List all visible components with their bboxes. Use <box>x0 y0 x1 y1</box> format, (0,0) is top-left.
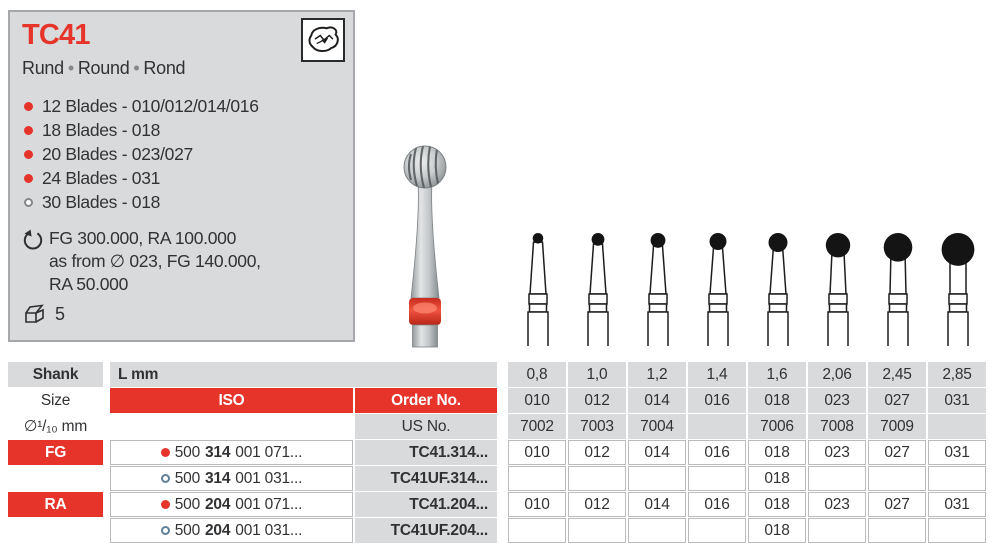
size-column-header-cell: 027 <box>868 388 926 413</box>
blade-item-label: 30 Blades - 018 <box>42 191 161 212</box>
speed-line: FG 300.000, RA 100.000 <box>49 228 237 248</box>
iso-pre: 500 <box>174 443 201 461</box>
tungsten-carbide-icon <box>301 18 345 62</box>
name-separator: • <box>133 58 140 78</box>
size-value-cell <box>868 466 926 491</box>
package-quantity: 5 <box>55 303 66 324</box>
carbide-blob-glyph <box>305 22 341 58</box>
blade-list-item <box>24 166 353 190</box>
iso-post: 001 071... <box>235 443 303 461</box>
speed-lines <box>49 227 261 296</box>
blade-list-item <box>24 118 353 142</box>
size-value-cell: 031 <box>928 492 986 517</box>
open-bullet-icon <box>161 474 170 483</box>
blade-item-label: 24 Blades - 031 <box>42 167 161 188</box>
size-value-cell: 027 <box>868 492 926 517</box>
size-value-cell <box>508 518 566 543</box>
size-column-header-cell: 014 <box>628 388 686 413</box>
size-value-cell: 012 <box>568 440 626 465</box>
bur-silhouette <box>748 230 808 346</box>
max-rotation-speed-icon <box>22 229 44 251</box>
filled-bullet-icon <box>24 174 33 183</box>
l-mm-header-cell: L mm <box>110 362 497 387</box>
l-mm-value-cell: 1,6 <box>748 362 806 387</box>
iso-cell <box>110 492 353 517</box>
speed-line: RA 50.000 <box>49 274 129 294</box>
us-number-cell: 7009 <box>868 414 926 439</box>
size-column-header-cell: 031 <box>928 388 986 413</box>
size-value-cell: 018 <box>748 492 806 517</box>
us-number-cell: 7003 <box>568 414 626 439</box>
order-no-cell: TC41.204... <box>355 492 497 517</box>
filled-bullet-icon <box>24 150 33 159</box>
package-quantity-icon <box>22 303 46 325</box>
size-value-cell <box>628 518 686 543</box>
size-value-cell <box>868 518 926 543</box>
blade-list-item <box>24 94 353 118</box>
order-no-cell: TC41UF.204... <box>355 518 497 543</box>
iso-shank-code: 204 <box>205 521 231 539</box>
size-value-cell <box>808 518 866 543</box>
name-separator: • <box>67 58 74 78</box>
iso-shank-code: 204 <box>205 495 231 513</box>
us-no-header-cell: US No. <box>355 414 497 439</box>
l-mm-value-cell: 2,06 <box>808 362 866 387</box>
shank-fg-cell: FG <box>8 440 103 465</box>
size-value-cell: 014 <box>628 492 686 517</box>
size-value-cell <box>928 518 986 543</box>
iso-pre: 500 <box>174 521 201 539</box>
us-number-cell <box>688 414 746 439</box>
size-value-cell: 027 <box>868 440 926 465</box>
info-box-header <box>10 12 353 52</box>
size-value-cell: 016 <box>688 492 746 517</box>
us-number-cell: 7004 <box>628 414 686 439</box>
iso-post: 001 031... <box>235 521 303 539</box>
l-mm-value-cell: 2,45 <box>868 362 926 387</box>
bur-silhouette <box>688 230 748 346</box>
filled-bullet-icon <box>161 500 170 509</box>
order-no-cell: TC41UF.314... <box>355 466 497 491</box>
shank-ra-cell: RA <box>8 492 103 517</box>
shank-header-cell: Shank <box>8 362 103 387</box>
open-bullet-icon <box>24 198 33 207</box>
bur-size-silhouettes <box>508 230 988 348</box>
size-value-cell <box>808 466 866 491</box>
size-value-cell <box>688 466 746 491</box>
us-number-cell: 7002 <box>508 414 566 439</box>
bur-silhouette <box>928 230 988 346</box>
size-value-cell: 023 <box>808 492 866 517</box>
l-mm-value-cell: 1,2 <box>628 362 686 387</box>
diameter-header-cell: ∅¹/₁₀ mm <box>23 418 88 435</box>
l-mm-value-cell: 0,8 <box>508 362 566 387</box>
iso-shank-code: 314 <box>205 443 231 461</box>
filled-bullet-icon <box>24 126 33 135</box>
name-fr: Rond <box>143 58 186 78</box>
order-no-header-cell: Order No. <box>355 388 497 413</box>
size-column-header-cell: 018 <box>748 388 806 413</box>
iso-cell <box>110 466 353 491</box>
size-value-cell: 012 <box>568 492 626 517</box>
blade-list-item <box>24 190 353 214</box>
l-mm-value-cell: 1,4 <box>688 362 746 387</box>
bur-silhouette <box>808 230 868 346</box>
packaging-block <box>22 303 353 325</box>
iso-cell <box>110 518 353 543</box>
round-carbide-bur-photo <box>385 98 465 348</box>
iso-pre: 500 <box>174 495 201 513</box>
name-de: Rund <box>22 58 64 78</box>
bur-silhouette <box>628 230 688 346</box>
bur-silhouette <box>868 230 928 346</box>
size-value-cell: 010 <box>508 440 566 465</box>
size-value-cell <box>508 466 566 491</box>
order-no-cell: TC41.314... <box>355 440 497 465</box>
size-value-cell: 023 <box>808 440 866 465</box>
size-value-grid <box>508 362 988 544</box>
size-value-cell <box>628 466 686 491</box>
iso-post: 001 071... <box>235 495 303 513</box>
iso-shank-code: 314 <box>205 469 231 487</box>
size-value-cell <box>568 518 626 543</box>
size-value-cell <box>568 466 626 491</box>
size-column-header-cell: 016 <box>688 388 746 413</box>
filled-bullet-icon <box>24 102 33 111</box>
speed-line: as from ∅ 023, FG 140.000, <box>49 251 261 271</box>
l-mm-value-cell: 1,0 <box>568 362 626 387</box>
max-speed-block <box>22 227 353 296</box>
us-number-cell <box>928 414 986 439</box>
iso-pre: 500 <box>174 469 201 487</box>
blade-item-label: 20 Blades - 023/027 <box>42 143 193 164</box>
size-column-header-cell: 012 <box>568 388 626 413</box>
name-en: Round <box>77 58 130 78</box>
size-header-cell: Size <box>40 391 71 409</box>
size-value-cell <box>928 466 986 491</box>
blade-list-item <box>24 142 353 166</box>
size-value-cell: 018 <box>748 518 806 543</box>
size-value-cell: 014 <box>628 440 686 465</box>
size-value-cell: 010 <box>508 492 566 517</box>
us-number-cell: 7006 <box>748 414 806 439</box>
size-value-cell: 031 <box>928 440 986 465</box>
iso-post: 001 031... <box>235 469 303 487</box>
blade-count-list <box>10 94 353 214</box>
open-bullet-icon <box>161 526 170 535</box>
size-value-cell: 018 <box>748 440 806 465</box>
filled-bullet-icon <box>161 448 170 457</box>
size-column-header-cell: 010 <box>508 388 566 413</box>
size-value-cell: 018 <box>748 466 806 491</box>
product-code: TC41 <box>22 19 90 51</box>
us-number-cell: 7008 <box>808 414 866 439</box>
size-value-cell: 016 <box>688 440 746 465</box>
size-column-header-cell: 023 <box>808 388 866 413</box>
blade-item-label: 18 Blades - 018 <box>42 119 161 140</box>
bur-silhouette <box>508 230 568 346</box>
blade-item-label: 12 Blades - 010/012/014/016 <box>42 95 259 116</box>
size-value-cell <box>688 518 746 543</box>
iso-header-cell: ISO <box>110 388 353 413</box>
product-info-box <box>8 10 355 342</box>
iso-cell <box>110 440 353 465</box>
l-mm-value-cell: 2,85 <box>928 362 986 387</box>
bur-silhouette <box>568 230 628 346</box>
